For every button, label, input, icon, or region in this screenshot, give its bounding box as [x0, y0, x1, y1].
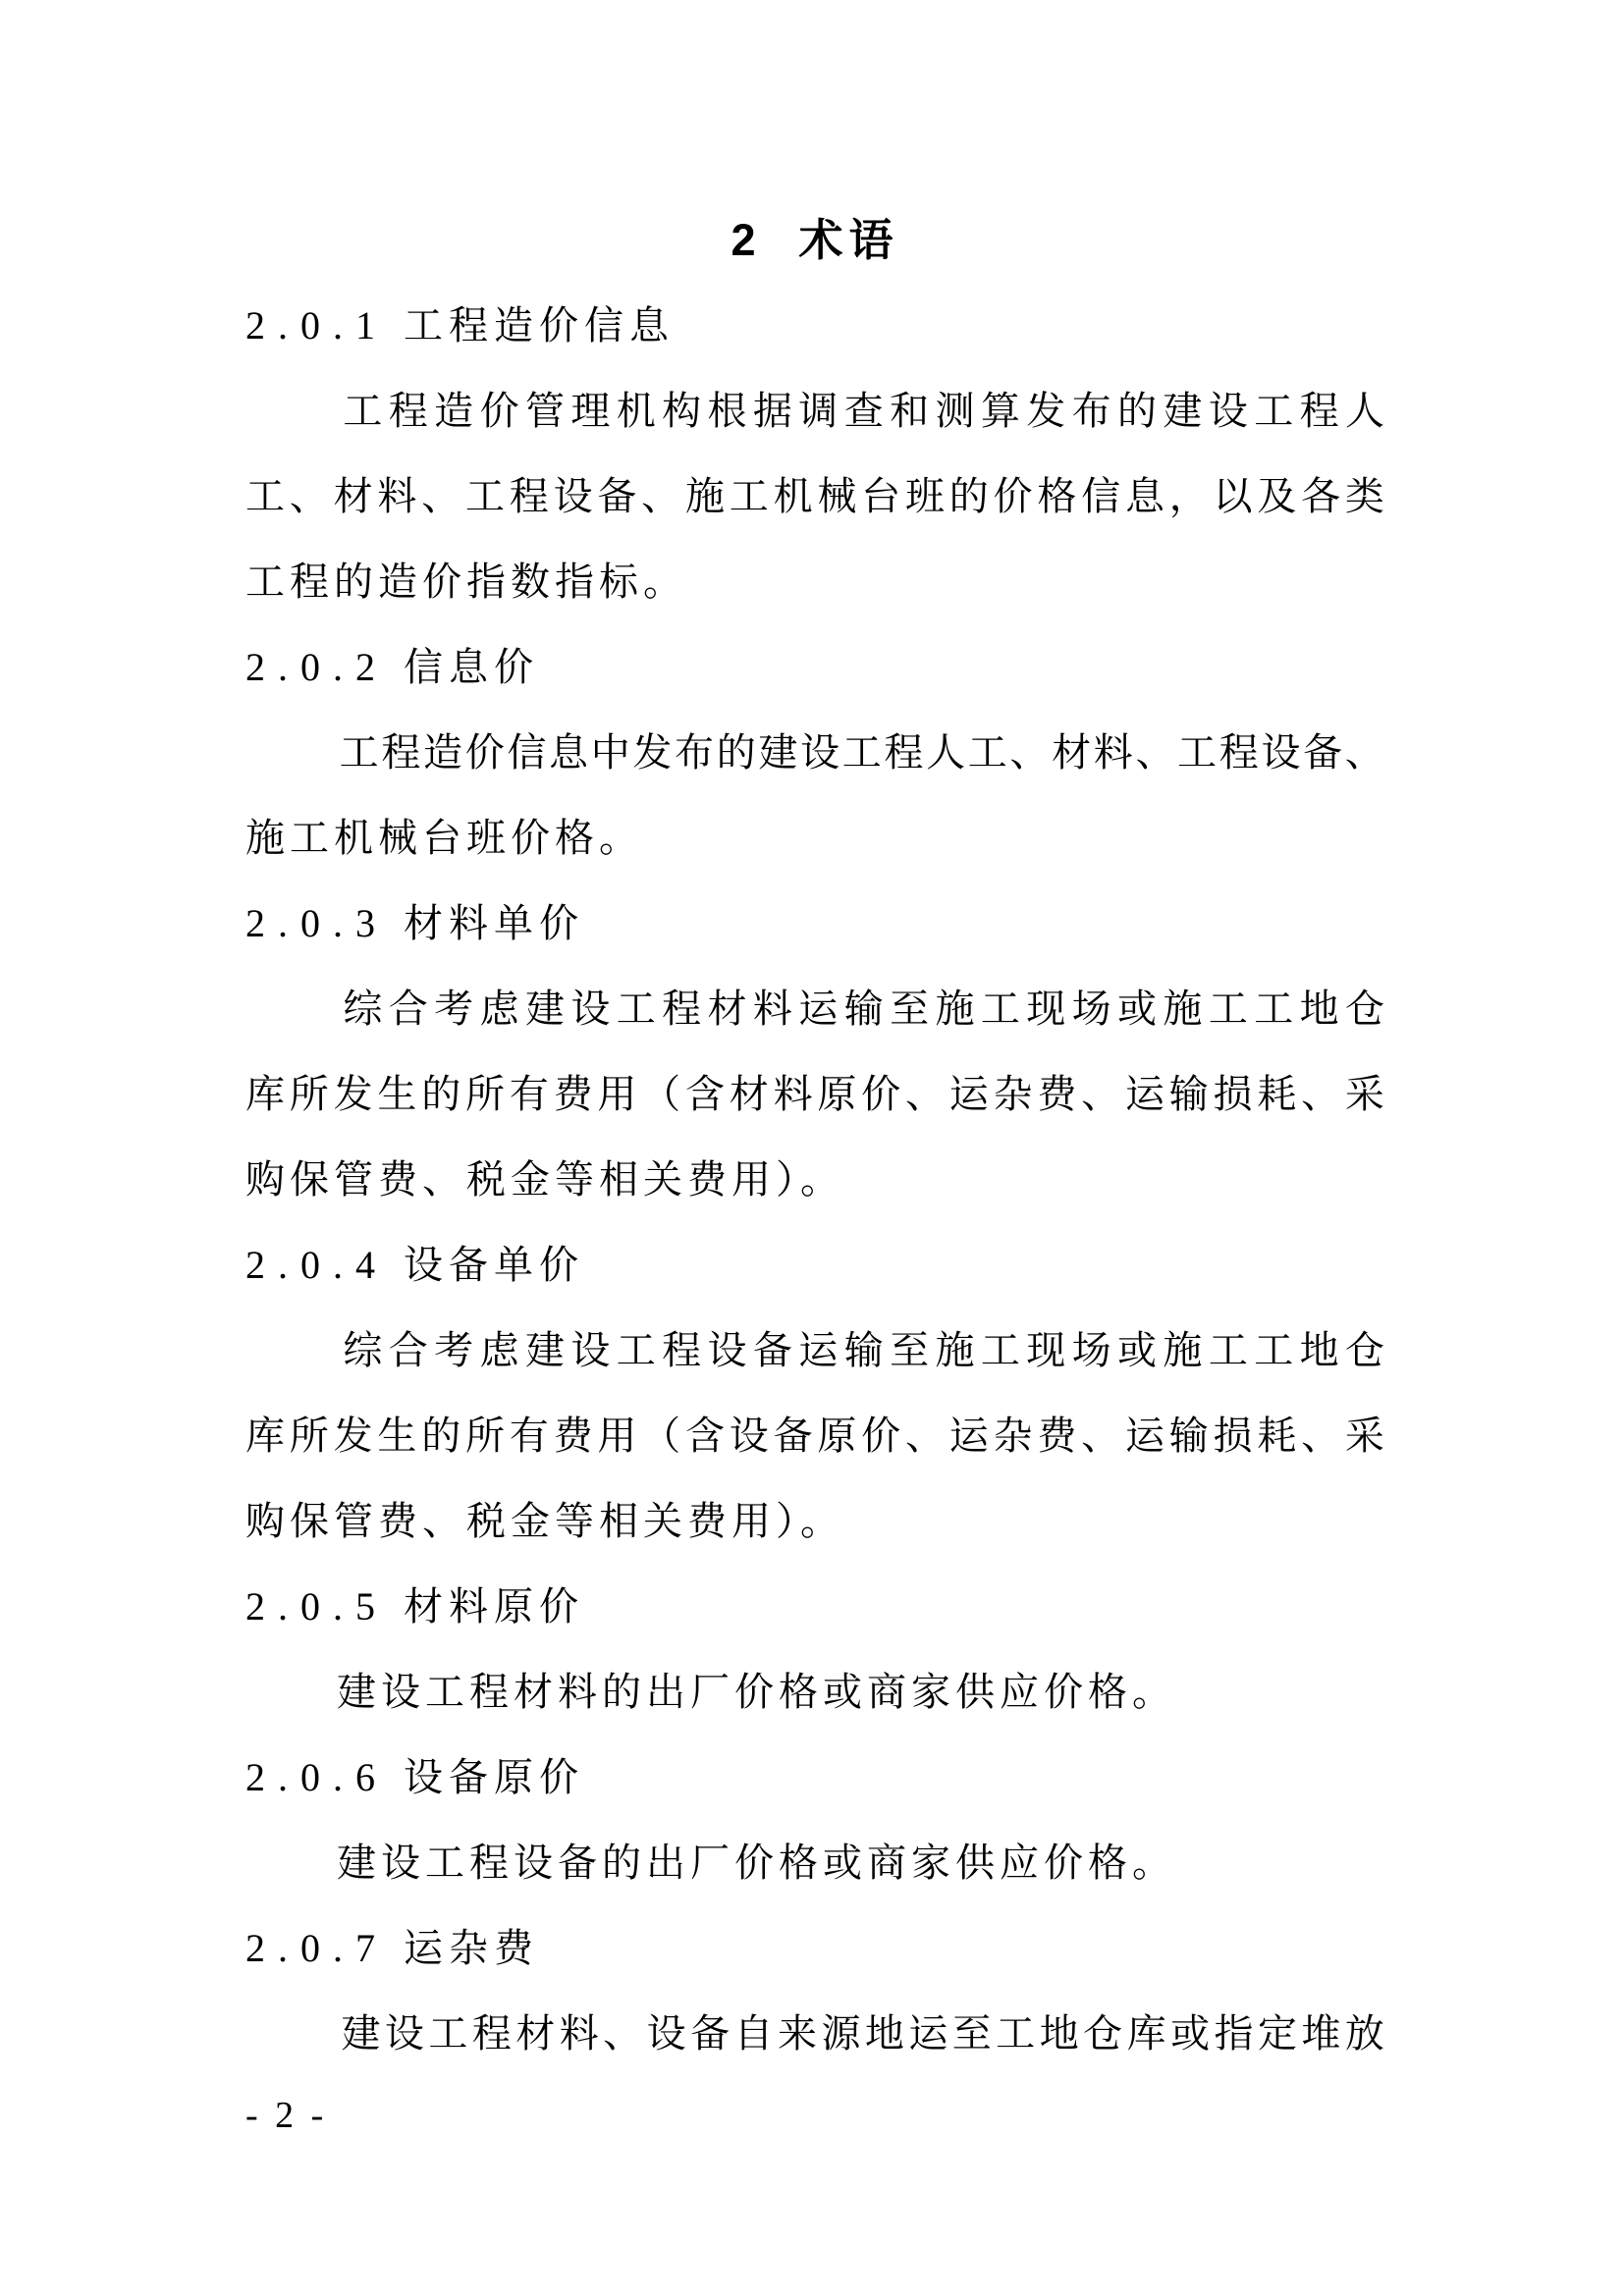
chapter-number: 2 — [731, 215, 758, 265]
definition-line: 综 合 考 虑 建 设 工 程 材 料 运 输 至 施 工 现 场 或 施 工 工 地 仓 — [343, 987, 1384, 1031]
definition-line: 施工机械台班价格。 — [245, 816, 643, 860]
section-heading-2-0-5 — [245, 1564, 1384, 1649]
section-number: 2.0.4 — [245, 1243, 388, 1287]
section-term: 信息价 — [404, 645, 539, 689]
section-heading-2-0-7 — [245, 1905, 1384, 1991]
definition-line: 工 程 造 价 信 息 中 发 布 的 建 设 工 程 人 工 、 材 料 、 工 程 设 备 、 — [339, 730, 1384, 774]
definition-line: 库 所 发 生 的 所 有 费 用 （ 含 材 料 原 价 、 运 杂 费 、 运 输 损 耗 、 采 — [245, 1072, 1384, 1116]
section-number: 2.0.3 — [245, 901, 388, 945]
page-number: - 2 - — [245, 2095, 328, 2136]
section-heading-2-0-4 — [245, 1222, 1384, 1308]
definition-line: 库 所 发 生 的 所 有 费 用 （ 含 设 备 原 价 、 运 杂 费 、 运 输 损 耗 、 采 — [245, 1414, 1384, 1458]
definition-line: 工 、 材 料 、 工 程 设 备 、 施 工 机 械 台 班 的 价 格 信 息 ， 以 及 各 类 — [245, 474, 1384, 518]
section-number: 2.0.7 — [245, 1926, 388, 1970]
page-content — [245, 197, 1384, 2076]
definition-line: 建 设 工 程 材 料 、 设 备 自 来 源 地 运 至 工 地 仓 库 或 指 定 堆 放 — [341, 2011, 1384, 2056]
section-heading-2-0-2 — [245, 624, 1384, 710]
section-term: 材料单价 — [404, 901, 584, 945]
chapter-name: 术语 — [798, 215, 899, 265]
definition-line: 工程的造价指数指标。 — [245, 560, 687, 604]
definition-line: 工 程 造 价 管 理 机 构 根 据 调 查 和 测 算 发 布 的 建 设 工 程 人 — [343, 389, 1384, 433]
section-number: 2.0.1 — [245, 303, 388, 347]
definition-line: 建设工程设备的出厂价格或商家供应价格。 — [337, 1841, 1176, 1885]
section-term: 材料原价 — [404, 1584, 584, 1629]
section-heading-2-0-6 — [245, 1735, 1384, 1820]
section-term: 设备单价 — [404, 1243, 584, 1287]
section-heading-2-0-1 — [245, 283, 1384, 368]
definition-line: 购保管费、税金等相关费用）。 — [245, 1499, 844, 1543]
section-heading-2-0-3 — [245, 881, 1384, 966]
section-term: 工程造价信息 — [404, 303, 675, 347]
section-number: 2.0.5 — [245, 1584, 388, 1629]
definition-line: 建设工程材料的出厂价格或商家供应价格。 — [337, 1670, 1176, 1714]
section-number: 2.0.2 — [245, 645, 388, 689]
section-term: 运杂费 — [404, 1926, 539, 1970]
section-term: 设备原价 — [404, 1755, 584, 1799]
definition-line: 购保管费、税金等相关费用）。 — [245, 1157, 844, 1201]
chapter-title — [245, 197, 1384, 283]
definition-line: 综 合 考 虑 建 设 工 程 设 备 运 输 至 施 工 现 场 或 施 工 工 地 仓 — [343, 1328, 1384, 1372]
section-number: 2.0.6 — [245, 1755, 388, 1799]
